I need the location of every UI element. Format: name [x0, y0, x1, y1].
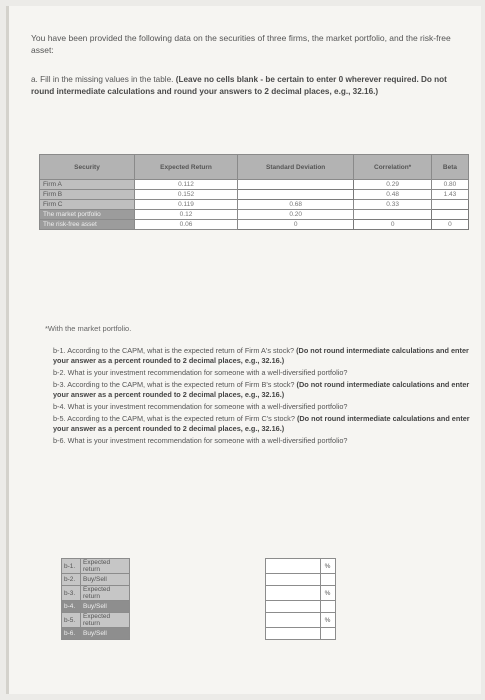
answer-id: b-6. — [62, 628, 81, 640]
securities-table — [39, 154, 469, 230]
question-text: According to the CAPM, what is the expected return of Firm B's stock? — [67, 380, 295, 389]
beta-cell: 0.80 — [431, 180, 468, 190]
answer-id: b-5. — [62, 613, 81, 628]
question-id: b-6. — [53, 436, 66, 445]
spacer — [130, 628, 266, 640]
question-id: b-2. — [53, 368, 66, 377]
spacer — [130, 574, 266, 586]
answer-row — [62, 628, 471, 640]
question-text: According to the CAPM, what is the expected return of Firm C's stock? — [67, 414, 295, 423]
table-row — [40, 190, 469, 200]
answer-row — [62, 613, 471, 628]
spacer — [335, 613, 471, 628]
answer-input[interactable] — [265, 586, 320, 601]
spacer — [335, 586, 471, 601]
standard-deviation-cell: 0.68 — [238, 200, 354, 210]
answer-row — [62, 586, 471, 601]
question-item — [53, 402, 473, 412]
table-row — [40, 210, 469, 220]
intro-text: You have been provided the following data on the securities of three firms, the market portfolio, and the risk-free asset: — [31, 33, 451, 55]
answers-table — [61, 558, 471, 640]
spacer — [130, 586, 266, 601]
answer-label: Expected return — [81, 559, 130, 574]
unit-label: % — [320, 586, 335, 601]
question-item — [53, 414, 473, 434]
spacer — [130, 601, 266, 613]
answer-label: Expected return — [81, 613, 130, 628]
question-id: b-3. — [53, 380, 66, 389]
answer-select[interactable] — [265, 601, 320, 613]
correlation-cell: 0.29 — [354, 180, 432, 190]
standard-deviation-cell: 0.20 — [238, 210, 354, 220]
expected-return-cell: 0.12 — [135, 210, 238, 220]
row-label: Firm C — [40, 200, 135, 210]
table-row — [40, 220, 469, 230]
question-text: What is your investment recommendation for someone with a well-diversified portfolio? — [67, 436, 348, 445]
beta-input[interactable]: 0 — [431, 220, 468, 230]
instructions-prefix: a. Fill in the missing values in the table. — [31, 75, 174, 84]
beta-input[interactable] — [431, 210, 468, 220]
answer-row — [62, 601, 471, 613]
beta-cell: 1.43 — [431, 190, 468, 200]
question-text: What is your investment recommendation for someone with a well-diversified portfolio? — [67, 368, 348, 377]
worksheet-page — [6, 6, 481, 694]
spacer — [130, 613, 266, 628]
correlation-cell: 0.48 — [354, 190, 432, 200]
question-note: (Do not round intermediate calculations and enter your answer as a percent rounded to 2 decimal places, e.g., 32.16.) — [53, 414, 470, 433]
spacer — [130, 559, 266, 574]
row-label: Firm A — [40, 180, 135, 190]
row-label: The risk-free asset — [40, 220, 135, 230]
market-portfolio-note: *With the market portfolio. — [45, 324, 132, 333]
answer-row — [62, 574, 471, 586]
question-item — [53, 346, 473, 366]
table-header-row — [40, 155, 469, 180]
answer-input[interactable] — [265, 613, 320, 628]
question-item — [53, 436, 473, 446]
expected-return-cell: 0.112 — [135, 180, 238, 190]
answer-select[interactable] — [265, 628, 320, 640]
answer-id: b-3. — [62, 586, 81, 601]
answer-select[interactable] — [265, 574, 320, 586]
instructions-bold: (Leave no cells blank - be certain to enter 0 wherever required. Do not round intermediate calculations and round your answers to 2 decimal places, e.g., 32.16.) — [31, 75, 447, 96]
header-security: Security — [40, 155, 135, 180]
spacer — [335, 601, 471, 613]
answer-id: b-1. — [62, 559, 81, 574]
answer-id: b-2. — [62, 574, 81, 586]
row-label: The market portfolio — [40, 210, 135, 220]
question-text: According to the CAPM, what is the expected return of Firm A's stock? — [67, 346, 295, 355]
header-correlation: Correlation* — [354, 155, 432, 180]
question-id: b-4. — [53, 402, 66, 411]
expected-return-cell: 0.152 — [135, 190, 238, 200]
question-item — [53, 368, 473, 378]
question-id: b-1. — [53, 346, 66, 355]
correlation-cell: 0.33 — [354, 200, 432, 210]
table-row — [40, 200, 469, 210]
unit-label — [320, 574, 335, 586]
answer-label: Buy/Sell — [81, 574, 130, 586]
unit-label — [320, 628, 335, 640]
unit-label: % — [320, 559, 335, 574]
standard-deviation-input[interactable] — [238, 190, 354, 200]
table-row — [40, 180, 469, 190]
correlation-input[interactable] — [354, 210, 432, 220]
answer-label: Buy/Sell — [81, 628, 130, 640]
questions-list — [53, 346, 473, 448]
unit-label — [320, 601, 335, 613]
spacer — [335, 559, 471, 574]
question-item — [53, 380, 473, 400]
header-beta: Beta — [431, 155, 468, 180]
standard-deviation-input[interactable] — [238, 180, 354, 190]
answer-label: Buy/Sell — [81, 601, 130, 613]
answer-input[interactable] — [265, 559, 320, 574]
instructions — [31, 74, 471, 98]
correlation-input[interactable]: 0 — [354, 220, 432, 230]
standard-deviation-input[interactable]: 0 — [238, 220, 354, 230]
unit-label: % — [320, 613, 335, 628]
question-id: b-5. — [53, 414, 66, 423]
expected-return-cell: 0.119 — [135, 200, 238, 210]
question-note: (Do not round intermediate calculations and enter your answer as a percent rounded to 2 decimal places, e.g., 32.16.) — [53, 346, 469, 365]
answer-id: b-4. — [62, 601, 81, 613]
question-note: (Do not round intermediate calculations and enter your answer as a percent rounded to 2 decimal places, e.g., 32.16.) — [53, 380, 470, 399]
expected-return-cell: 0.06 — [135, 220, 238, 230]
answer-label: Expected return — [81, 586, 130, 601]
spacer — [335, 628, 471, 640]
header-expected-return: Expected Return — [135, 155, 238, 180]
answer-row — [62, 559, 471, 574]
question-text: What is your investment recommendation for someone with a well-diversified portfolio? — [67, 402, 348, 411]
header-standard-deviation: Standard Deviation — [238, 155, 354, 180]
beta-input[interactable] — [431, 200, 468, 210]
spacer — [335, 574, 471, 586]
row-label: Firm B — [40, 190, 135, 200]
